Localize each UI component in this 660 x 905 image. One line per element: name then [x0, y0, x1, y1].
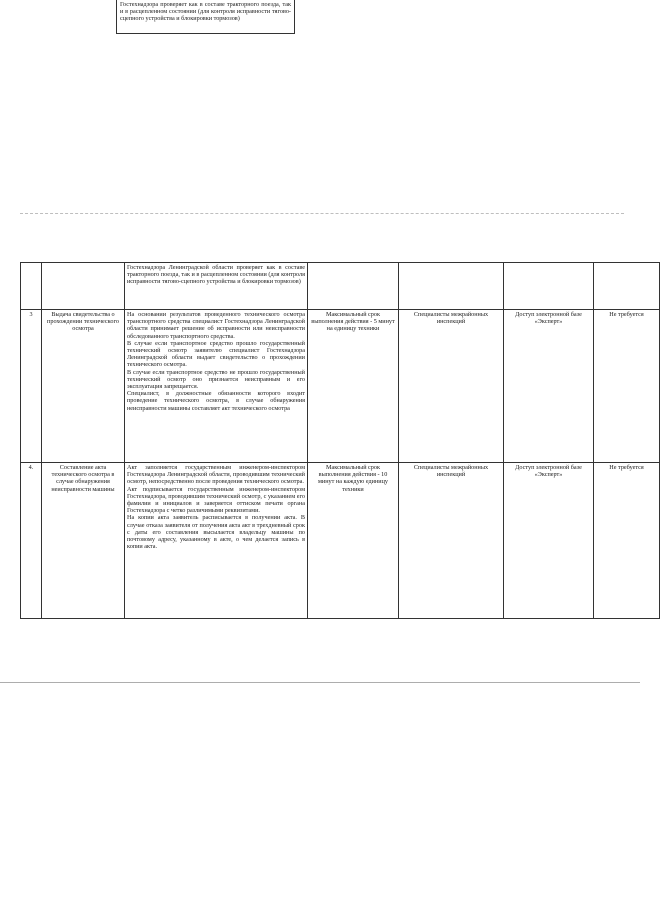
scan-artifact-line — [20, 213, 624, 214]
row-number: 4. — [21, 463, 42, 619]
action-system: Доступ электронной базе «Эксперт» — [504, 463, 594, 619]
cell-num — [21, 263, 42, 310]
action-description — [125, 310, 308, 463]
desc-paragraph: Гостехнадзора Ленинградской области проверяет как в составе тракторного поезда, так и в расцепленном состоянии (для контроля исправности тягово-сцепного устройства и блокировки тормозов) — [127, 264, 305, 286]
row-number: 3 — [21, 310, 42, 463]
action-description — [125, 463, 308, 619]
cell-time — [308, 263, 399, 310]
desc-paragraph: Акт подписывается государственным инженером-инспектором Гостехнадзора, проводившим технический осмотр, с указанием его фамилии и инициалов и заверяется оттиском печати органа Гостехнадзора с четко различимыми реквизитами. — [127, 485, 305, 515]
desc-paragraph: На копии акта заявитель расписывается в получении акта. В случае отказа заявителя от получения акта акт в трехдневный срок с даты его составления высылается владельцу машины по почтовому адресу, указанному в акте, о чем делается запись в копии акта. — [127, 514, 305, 551]
table-row-continuation — [21, 263, 660, 310]
procedure-table — [20, 262, 660, 619]
desc-paragraph: В случае если транспортное средство не прошло государственный технический осмотр оно признается неисправным и его эксплуатация запрещается. — [127, 368, 305, 391]
previous-page-fragment — [116, 0, 295, 34]
cell-system — [504, 263, 594, 310]
cell-who — [399, 263, 504, 310]
table-row — [21, 310, 660, 463]
desc-paragraph: Специалист, в должностные обязанности которого входит проведение технического осмотра, в случае обнаружения неисправности машины составляет акт технического осмотра — [127, 390, 305, 412]
cell-desc — [125, 263, 308, 310]
action-name: Выдача свидетельства о прохождении технического осмотра — [42, 310, 125, 463]
table-row — [21, 463, 660, 619]
desc-paragraph: В случае если транспортное средство прошло государственный технический осмотр заявителю специалист Гостехнадзора Ленинградской области выдает свидетельство о прохождении технического осмотра. — [127, 339, 305, 369]
action-time: Максимальный срок выполнения действия - 10 минут на каждую единицу техники — [308, 463, 399, 619]
fragment-text: Гостехнадзора проверяет как в составе тракторного поезда, так и в расцепленном состоянии (для контроля исправности тягово-сцепного устройства и блокировки тормозов) — [120, 1, 291, 23]
desc-paragraph: На основании результатов проведенного технического осмотра транспортного средства специалист Гостехнадзора Ленинградской области принимает решение об исправности или неисправности обследованного транспортного средства. — [127, 311, 305, 340]
action-name: Составление акта технического осмотра в случае обнаружения неисправности машины — [42, 463, 125, 619]
cell-signature — [594, 263, 660, 310]
action-signature: Не требуется — [594, 310, 660, 463]
cell-name — [42, 263, 125, 310]
action-time: Максимальный срок выполнения действия - 5 минут на единицу техники — [308, 310, 399, 463]
action-signature: Не требуется — [594, 463, 660, 619]
action-performer: Специалисты межрайонных инспекций — [399, 463, 504, 619]
action-performer: Специалисты межрайонных инспекций — [399, 310, 504, 463]
desc-paragraph: Акт заполняется государственным инженером-инспектором Гостехнадзора Ленинградской области, проводившим технический осмотр, непосредственно после проведения технического осмотра. — [127, 464, 305, 486]
action-system: Доступ электронной базе «Эксперт» — [504, 310, 594, 463]
scan-artifact-line — [0, 682, 640, 683]
